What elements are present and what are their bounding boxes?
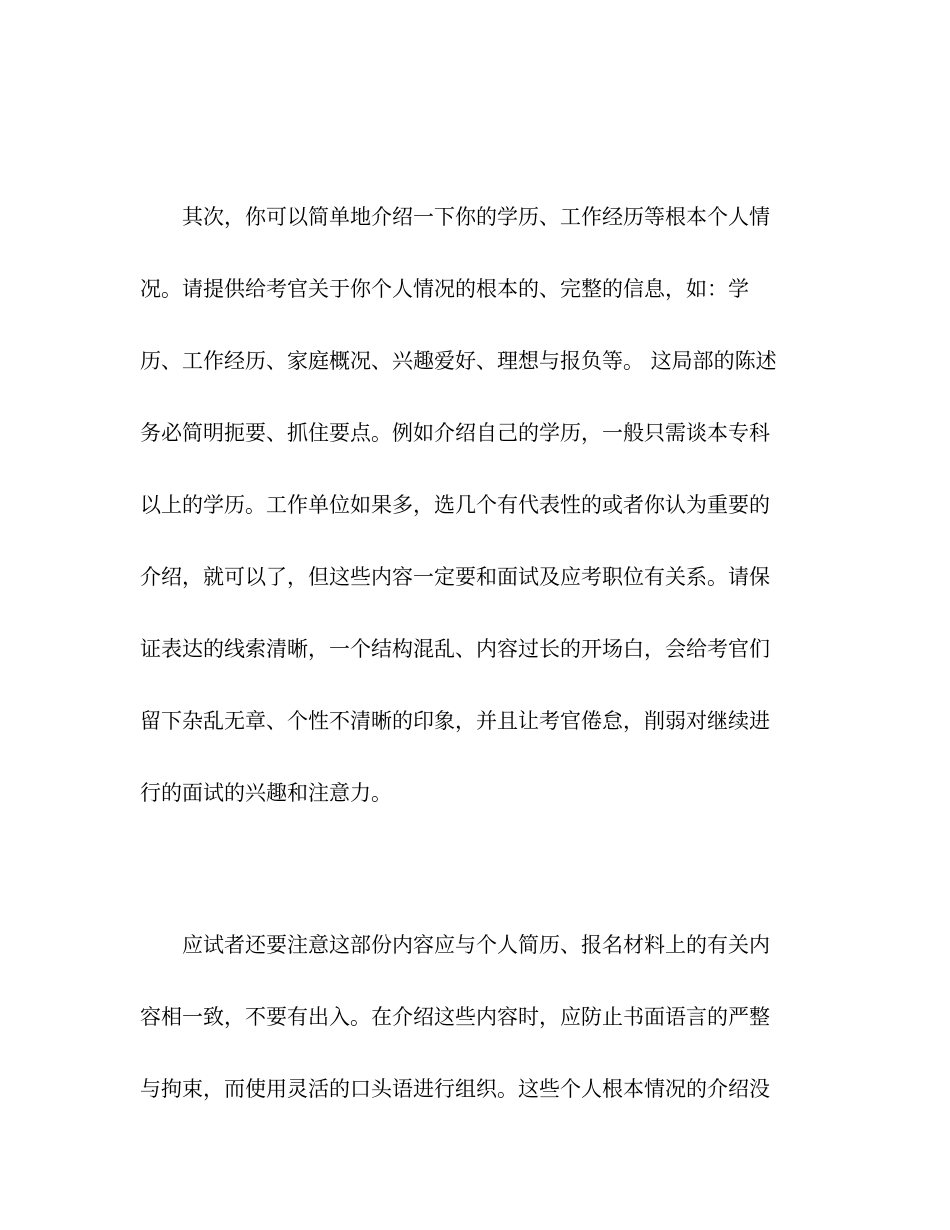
paragraph-line: 况。请提供给考官关于你个人情况的根本的、完整的信息，如：学 [140,277,749,301]
paragraph-line: 历、工作经历、家庭概况、兴趣爱好、理想与报负等。 这局部的陈述 [140,349,777,373]
paragraph-line: 介绍，就可以了，但这些内容一定要和面试及应考职位有关系。请保 [140,565,770,589]
paragraph-line: 以上的学历。工作单位如果多，选几个有代表性的或者你认为重要的 [140,493,770,517]
paragraph-line: 容相一致，不要有出入。在介绍这些内容时，应防止书面语言的严整 [140,1005,770,1029]
paragraph-line: 其次，你可以简单地介绍一下你的学历、工作经历等根本个人情 [182,205,770,229]
paragraph-line: 务必简明扼要、抓住要点。例如介绍自己的学历，一般只需谈本专科 [140,421,770,445]
paragraph-line: 应试者还要注意这部份内容应与个人简历、报名材料上的有关内 [182,933,770,957]
paragraph-line: 证表达的线索清晰，一个结构混乱、内容过长的开场白，会给考官们 [140,637,770,661]
paragraph-line: 与拘束，而使用灵活的口头语进行组织。这些个人根本情况的介绍没 [140,1077,770,1101]
paragraph-line: 行的面试的兴趣和注意力。 [140,781,392,805]
paragraph-line: 留下杂乱无章、个性不清晰的印象，并且让考官倦怠，削弱对继续进 [140,709,770,733]
